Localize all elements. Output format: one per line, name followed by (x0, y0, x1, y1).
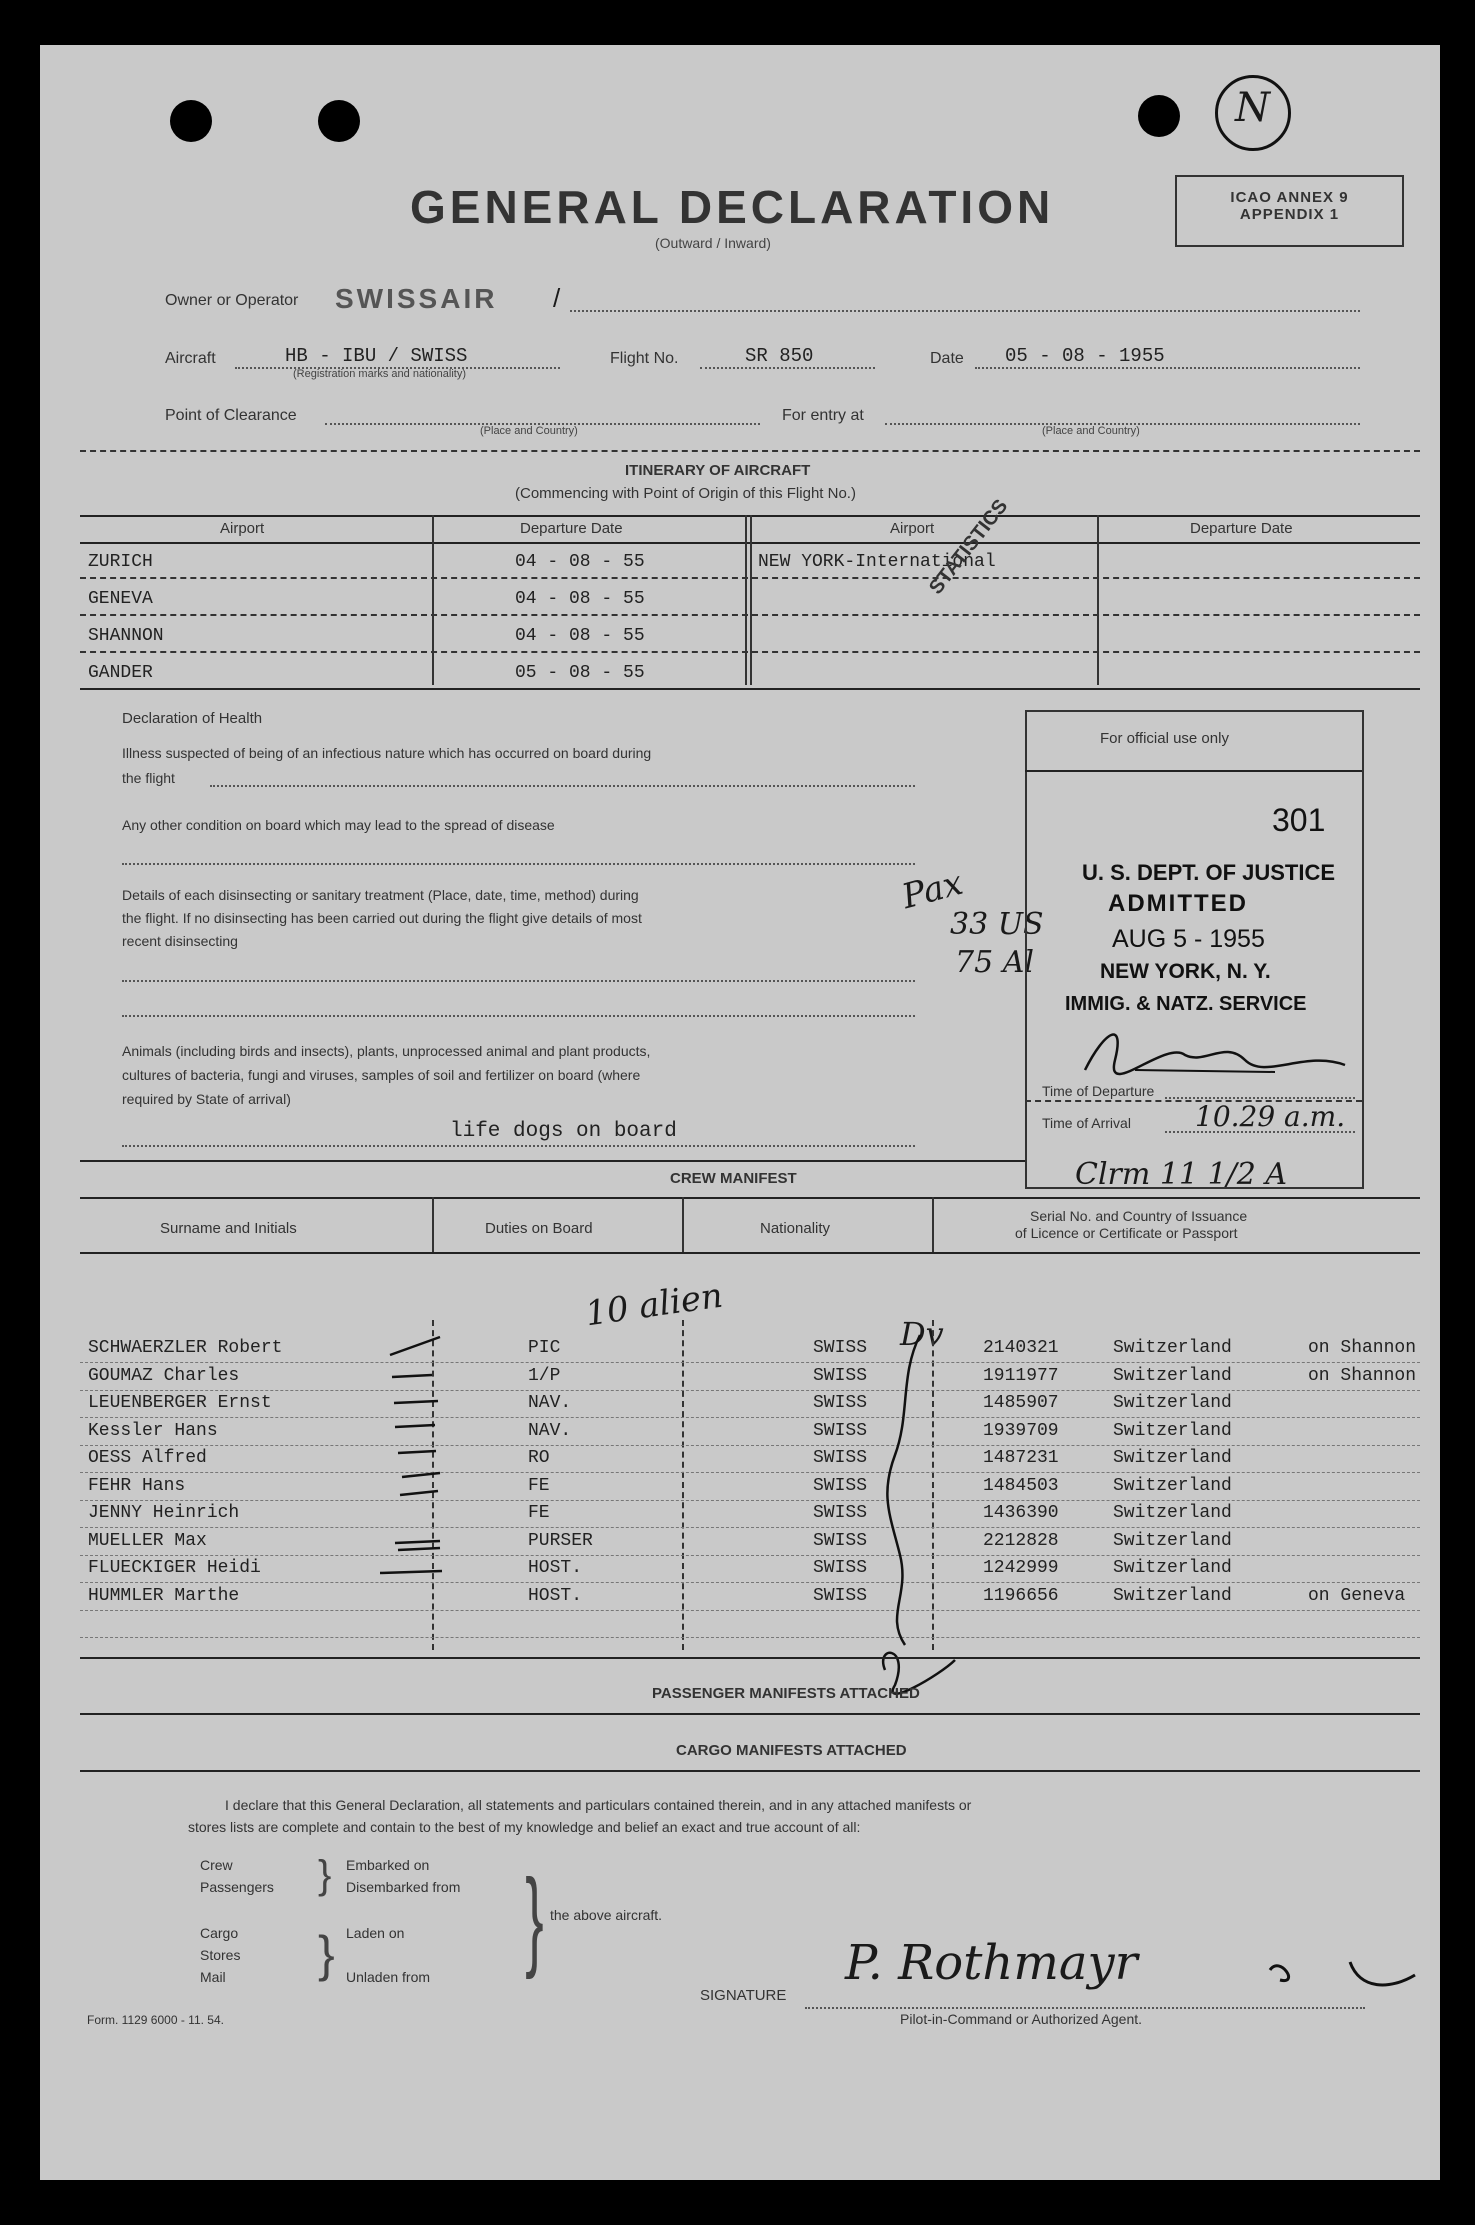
flight-value: SR 850 (745, 345, 814, 367)
crew-nationality: SWISS (813, 1475, 868, 1496)
health-q4b: cultures of bacteria, fungi and viruses, samples of soil and fertilizer on board (where (122, 1067, 641, 1083)
crew-nationality: SWISS (813, 1448, 868, 1468)
official-scribble (1075, 1020, 1355, 1080)
decl-unladen: Unladen from (346, 1969, 431, 1985)
flight-line (700, 367, 875, 369)
date-line (975, 367, 1360, 369)
signature-sub: Pilot-in-Command or Authorized Agent. (900, 2011, 1143, 2027)
crew-title: CREW MANIFEST (670, 1170, 797, 1187)
owner-value: SWISSAIR (335, 283, 498, 314)
signature-value: P. Rothmayr (845, 1935, 1138, 1991)
health-q4c: required by State of arrival) (122, 1091, 291, 1107)
crew-duty: RO (528, 1448, 550, 1468)
crew-name: FEHR Hans (88, 1475, 186, 1496)
crew-serial: 1242999 (983, 1558, 1059, 1578)
animals-line (122, 1145, 915, 1147)
crew-name: MUELLER Max (88, 1530, 207, 1551)
passenger-rule (80, 1713, 1420, 1715)
crew-duty: NAV. (528, 1393, 572, 1413)
crew-country: Switzerland (1113, 1558, 1232, 1578)
crew-top-rule (80, 1160, 1025, 1162)
crew-name: HUMMLER Marthe (88, 1585, 240, 1606)
crew-header-rule (80, 1197, 1420, 1199)
crew-serial: 1196656 (983, 1585, 1059, 1606)
crew-bottom-rule (80, 1657, 1420, 1659)
decl-brace-1: } (318, 1853, 332, 1897)
punch-hole-1 (170, 100, 212, 142)
decl-cargo: Cargo (200, 1925, 239, 1941)
itinerary-col-2 (745, 515, 747, 685)
crew-country: Switzerland (1113, 1585, 1232, 1606)
itinerary-date-3: 04 - 08 - 55 (515, 626, 645, 646)
health-q3c: recent disinsecting (122, 933, 238, 949)
itinerary-airport-4: GANDER (88, 663, 153, 683)
departure-time-label: Time of Departure (1042, 1083, 1155, 1099)
arrival-time-label: Time of Arrival (1042, 1115, 1131, 1131)
official-title-rule (1025, 770, 1362, 772)
itinerary-top-rule (80, 450, 1420, 452)
crew-duty: FE (528, 1503, 550, 1523)
itinerary-col-1 (432, 515, 434, 685)
decl-brace-2: } (318, 1926, 335, 1982)
declaration-line-1: I declare that this General Declaration, all statements and particulars contained therein, and in any attached manifests or (225, 1797, 972, 1813)
decl-disembarked: Disembarked from (346, 1879, 461, 1895)
itinerary-row-3-rule (80, 651, 1420, 653)
date-label: Date (930, 350, 964, 367)
crew-serial: 2212828 (983, 1530, 1059, 1551)
signature-line (805, 2007, 1365, 2009)
decl-mail: Mail (200, 1969, 226, 1985)
clearance-label: Point of Clearance (165, 407, 297, 424)
aircraft-value: HB - IBU / SWISS (285, 345, 468, 367)
signature-flourish (1260, 1950, 1420, 1995)
crew-serial: 1911977 (983, 1365, 1059, 1386)
stamp-admitted: ADMITTED (1108, 890, 1248, 917)
itinerary-row-1-rule (80, 577, 1420, 579)
stamp-city: NEW YORK, N. Y. (1100, 960, 1271, 983)
decl-embarked: Embarked on (346, 1857, 430, 1873)
stamp-dept: U. S. DEPT. OF JUSTICE (1082, 860, 1336, 885)
itinerary-header-airport-1: Airport (220, 520, 265, 537)
itinerary-header-airport-2: Airport (890, 520, 935, 537)
stamp-date: AUG 5 - 1955 (1112, 925, 1265, 953)
crew-country: Switzerland (1113, 1448, 1232, 1468)
health-q1a: Illness suspected of being of an infectious nature which has occurred on board during (122, 745, 652, 761)
itinerary-arrival-airport: NEW YORK-International (758, 552, 996, 572)
departure-time-line (1165, 1097, 1355, 1099)
crew-serial: 1487231 (983, 1448, 1059, 1468)
decl-laden: Laden on (346, 1925, 405, 1941)
crew-header-serial-2: of Licence or Certificate or Passport (1015, 1225, 1238, 1241)
crew-name: JENNY Heinrich (88, 1503, 240, 1523)
annex-box (1175, 175, 1404, 247)
itinerary-date-2: 04 - 08 - 55 (515, 589, 645, 609)
crew-col-2 (682, 1197, 684, 1252)
form-number: Form. 1129 6000 - 11. 54. (87, 2013, 224, 2027)
health-q4a: Animals (including birds and insects), plants, unprocessed animal and plant products, (122, 1043, 651, 1059)
crew-note: on Shannon (1308, 1338, 1417, 1358)
crew-country: Switzerland (1113, 1530, 1232, 1551)
crew-country: Switzerland (1113, 1420, 1232, 1441)
decl-brace-3: } (525, 1857, 544, 1980)
declaration-form (40, 45, 1440, 2180)
decl-passengers: Passengers (200, 1879, 274, 1895)
declaration-line-2: stores lists are complete and contain to the best of my knowledge and belief an exact and true account of all: (188, 1819, 861, 1835)
itinerary-title: ITINERARY OF AIRCRAFT (625, 462, 811, 479)
annex-line-1: ICAO ANNEX 9 (1230, 189, 1349, 206)
crew-name: FLUECKIGER Heidi (88, 1558, 261, 1578)
itinerary-date-4: 05 - 08 - 55 (515, 663, 645, 683)
crew-col-3 (932, 1197, 934, 1252)
clearance-sublabel: (Place and Country) (480, 425, 578, 437)
flight-label: Flight No. (610, 350, 679, 367)
official-number: 301 (1272, 802, 1326, 838)
aircraft-sublabel: (Registration marks and nationality) (293, 368, 467, 380)
crew-count-note: 10 alien (582, 1275, 726, 1335)
itinerary-airport-1: ZURICH (88, 552, 153, 572)
health-q2: Any other condition on board which may lead to the spread of disease (122, 817, 555, 833)
entry-label: For entry at (782, 407, 864, 424)
crew-nationality: SWISS (813, 1338, 868, 1358)
crew-nationality: SWISS (813, 1558, 868, 1578)
itinerary-subtitle: (Commencing with Point of Origin of this Flight No.) (515, 485, 856, 502)
pax-note-1: Pax (897, 862, 967, 918)
itinerary-airport-2: GENEVA (88, 589, 153, 609)
crew-duty: PURSER (528, 1530, 593, 1551)
crew-duty: HOST. (528, 1585, 583, 1606)
pax-note-2: 33 US (950, 907, 1044, 942)
crew-nationality: SWISS (813, 1393, 868, 1413)
crew-nationality: SWISS (813, 1530, 868, 1551)
itinerary-row-2-rule (80, 614, 1420, 616)
health-q1-line (210, 785, 915, 787)
crew-country: Switzerland (1113, 1393, 1232, 1413)
crew-note: on Geneva (1308, 1585, 1406, 1606)
corner-mark: N (1235, 85, 1270, 131)
health-q3b: the flight. If no disinsecting has been carried out during the flight give details of most (122, 910, 642, 926)
health-q3-line-1 (122, 980, 915, 982)
crew-annotations (380, 1315, 960, 1705)
crew-header-name: Surname and Initials (160, 1220, 297, 1237)
itinerary-bottom-rule (80, 688, 1420, 690)
crew-nationality: SWISS (813, 1503, 868, 1523)
health-q2-line (122, 863, 915, 865)
itinerary-col-3 (1097, 515, 1099, 685)
itinerary-airport-3: SHANNON (88, 626, 164, 646)
crew-duty: 1/P (528, 1365, 561, 1386)
crew-header-nationality: Nationality (760, 1220, 831, 1237)
crew-nationality: SWISS (813, 1585, 868, 1606)
animals-value: life dogs on board (450, 1120, 677, 1143)
cargo-rule (80, 1770, 1420, 1772)
crew-nationality: SWISS (813, 1365, 868, 1386)
crew-name: Kessler Hans (88, 1420, 218, 1441)
health-q1b: the flight (122, 770, 175, 786)
crew-duty: NAV. (528, 1420, 572, 1441)
crew-country: Switzerland (1113, 1475, 1232, 1496)
itinerary-date-1: 04 - 08 - 55 (515, 552, 645, 572)
crew-col-1 (432, 1197, 434, 1252)
signature-label: SIGNATURE (700, 1987, 787, 2004)
cargo-manifests: CARGO MANIFESTS ATTACHED (676, 1742, 907, 1759)
cleared-note: Clrm 11 1/2 A (1075, 1157, 1288, 1192)
punch-hole-3 (1138, 95, 1180, 137)
itinerary-header-date-2: Departure Date (1190, 520, 1293, 537)
punch-hole-2 (318, 100, 360, 142)
crew-duty: PIC (528, 1338, 561, 1358)
crew-duty: HOST. (528, 1558, 583, 1578)
owner-label: Owner or Operator (165, 292, 299, 309)
form-title: GENERAL DECLARATION (410, 181, 1055, 233)
crew-country: Switzerland (1113, 1338, 1232, 1358)
crew-mark: Dv (900, 1315, 944, 1353)
passenger-manifests: PASSENGER MANIFESTS ATTACHED (652, 1685, 920, 1702)
crew-serial: 1484503 (983, 1475, 1059, 1496)
crew-name: GOUMAZ Charles (88, 1365, 240, 1386)
decl-stores: Stores (200, 1947, 241, 1963)
crew-note: on Shannon (1308, 1365, 1417, 1386)
crew-country: Switzerland (1113, 1365, 1232, 1386)
arrival-time-value: 10.29 a.m. (1195, 1100, 1346, 1133)
health-q3a: Details of each disinsecting or sanitary treatment (Place, date, time, method) during (122, 887, 639, 903)
crew-nationality: SWISS (813, 1420, 868, 1441)
pax-note-3: 75 Al (955, 945, 1034, 980)
owner-line (570, 310, 1360, 312)
crew-header-bottom (80, 1252, 1420, 1254)
crew-header-serial-1: Serial No. and Country of Issuance (1030, 1208, 1248, 1224)
annex-line-2: APPENDIX 1 (1239, 206, 1340, 223)
crew-serial: 1485907 (983, 1393, 1059, 1413)
itinerary-col-2b (750, 515, 752, 685)
decl-crew: Crew (200, 1857, 233, 1873)
health-q3-line-2 (122, 1015, 915, 1017)
official-title: For official use only (1100, 730, 1229, 747)
owner-slash: / (553, 283, 561, 313)
crew-country: Switzerland (1113, 1503, 1232, 1523)
health-title: Declaration of Health (122, 710, 263, 727)
crew-header-duties: Duties on Board (485, 1220, 593, 1237)
date-value: 05 - 08 - 1955 (1005, 345, 1165, 367)
crew-serial: 1939709 (983, 1420, 1059, 1441)
crew-name: SCHWAERZLER Robert (88, 1338, 283, 1358)
crew-serial: 2140321 (983, 1338, 1059, 1358)
decl-above: the above aircraft. (550, 1907, 663, 1923)
crew-name: LEUENBERGER Ernst (88, 1393, 272, 1413)
statistics-stamp: STATISTICS (925, 495, 1013, 599)
crew-serial: 1436390 (983, 1503, 1059, 1523)
crew-name: OESS Alfred (88, 1448, 207, 1468)
itinerary-header-date-1: Departure Date (520, 520, 623, 537)
aircraft-label: Aircraft (165, 350, 216, 367)
crew-duty: FE (528, 1475, 550, 1496)
form-subtitle: (Outward / Inward) (655, 235, 771, 251)
stamp-service: IMMIG. & NATZ. SERVICE (1065, 993, 1307, 1015)
entry-sublabel: (Place and Country) (1042, 425, 1140, 437)
